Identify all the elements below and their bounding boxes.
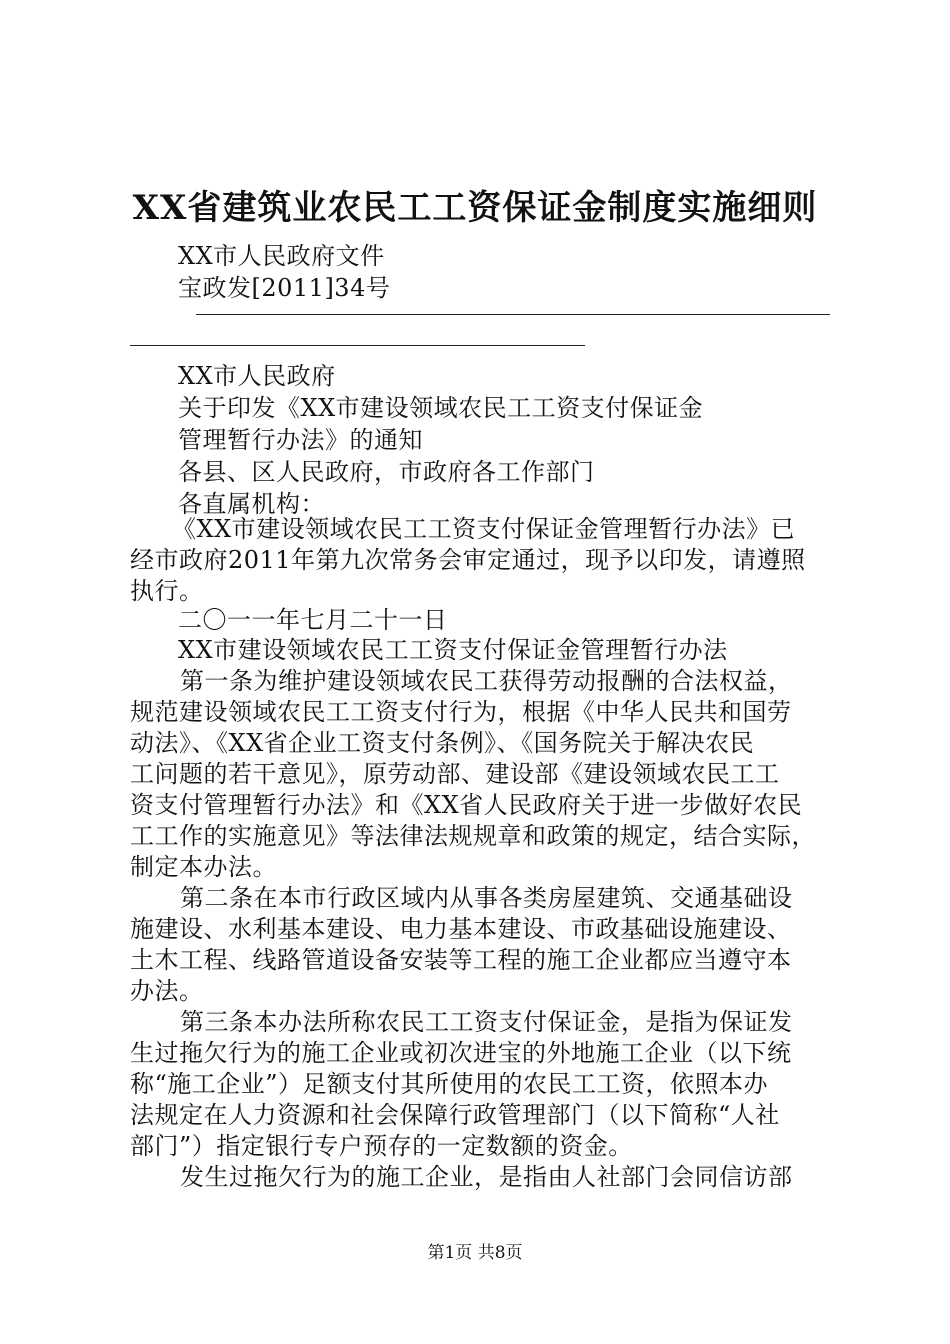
article-line: 资支付管理暂行办法》和《XX省人民政府关于进一步做好农民: [130, 791, 803, 819]
article-line: 施建设、水利基本建设、电力基本建设、市政基础设施建设、: [130, 915, 792, 943]
recipients-line-2: 各直属机构：: [178, 490, 325, 518]
article-line: 第三条本办法所称农民工工资支付保证金，是指为保证发: [180, 1008, 793, 1036]
article-line: 制定本办法。: [130, 853, 277, 881]
paragraph-line: 经市政府2011年第九次常务会审定通过，现予以印发，请遵照: [130, 546, 806, 574]
article-line: 部门”）指定银行专户预存的一定数额的资金。: [130, 1132, 633, 1160]
article-line: 第二条在本市行政区域内从事各类房屋建筑、交通基础设: [180, 884, 793, 912]
article-line: 生过拖欠行为的施工企业或初次进宝的外地施工企业（以下统: [130, 1039, 792, 1067]
article-line: 法规定在人力资源和社会保障行政管理部门（以下简称“人社: [130, 1101, 780, 1129]
article-line: 称“施工企业”）足额支付其所使用的农民工工资，依照本办: [130, 1070, 769, 1098]
issuer-file-header: XX市人民政府文件: [178, 242, 385, 270]
document-title: XX省建筑业农民工工资保证金制度实施细则: [132, 188, 818, 228]
article-line: 办法。: [130, 977, 204, 1005]
article-line: 工工作的实施意见》等法律法规规章和政策的规定，结合实际，: [130, 822, 816, 850]
regulation-title: XX市建设领域农民工工资支付保证金管理暂行办法: [178, 636, 728, 664]
issuing-authority: XX市人民政府: [178, 362, 336, 390]
notice-title-line-1: 关于印发《XX市建设领域农民工工资支付保证金: [178, 394, 704, 422]
article-line: 动法》、《XX省企业工资支付条例》、《国务院关于解决农民: [130, 729, 755, 757]
article-line: 规范建设领域农民工工资支付行为，根据《中华人民共和国劳: [130, 698, 792, 726]
issue-date: 二〇一一年七月二十一日: [178, 606, 448, 634]
paragraph-line: 《XX市建设领域农民工工资支付保证金管理暂行办法》已: [172, 515, 796, 543]
recipients-line-1: 各县、区人民政府，市政府各工作部门: [178, 458, 595, 486]
separator-rule-2: [130, 345, 585, 346]
separator-rule-1: [196, 314, 830, 315]
article-line: 第一条为维护建设领域农民工获得劳动报酬的合法权益，: [180, 667, 793, 695]
page-number: 第1页 共8页: [427, 1243, 523, 1263]
article-line: 工问题的若干意见》，原劳动部、建设部《建设领域农民工工: [130, 760, 780, 788]
article-line: 发生过拖欠行为的施工企业，是指由人社部门会同信访部: [180, 1163, 793, 1191]
notice-title-line-2: 管理暂行办法》的通知: [178, 426, 423, 454]
document-number: 宝政发[2011]34号: [178, 274, 391, 302]
paragraph-line: 执行。: [130, 577, 204, 605]
article-line: 土木工程、线路管道设备安装等工程的施工企业都应当遵守本: [130, 946, 792, 974]
